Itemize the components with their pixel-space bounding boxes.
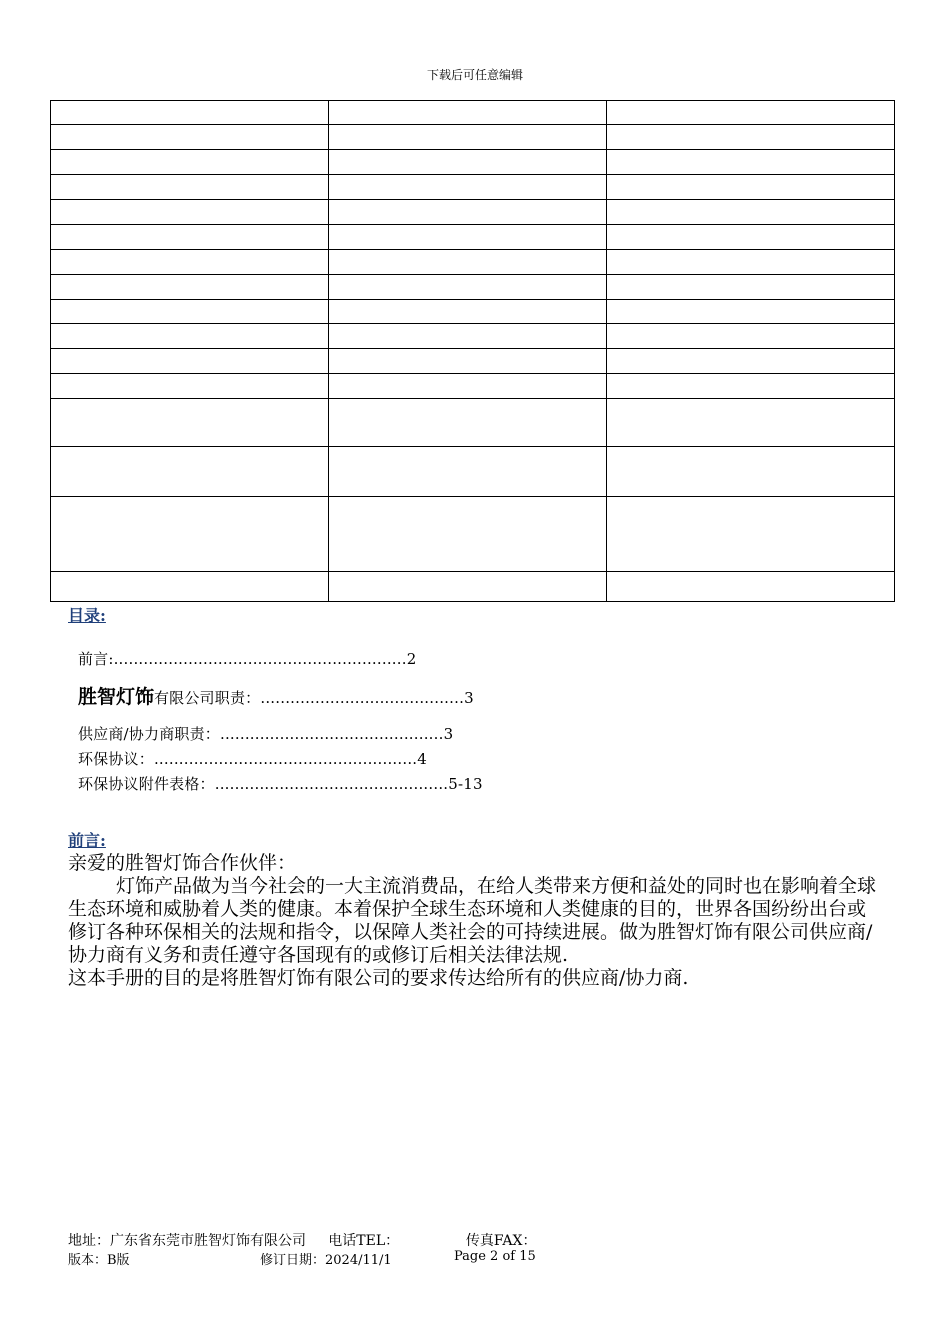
revision-table-row (51, 324, 895, 349)
revision-table-cell (329, 349, 607, 374)
revision-table-cell (51, 447, 329, 497)
revision-table-row (51, 225, 895, 250)
revision-table (50, 100, 895, 602)
revision-table-cell (607, 374, 895, 399)
toc-item-dots: ..................................................... (153, 750, 418, 768)
revision-table-row (51, 150, 895, 175)
footer-revision-date: 修订日期：2024/11/1 (260, 1253, 392, 1268)
toc-item-dots: ......................................... (260, 689, 465, 707)
revision-table-cell (329, 447, 607, 497)
revision-table-row (51, 572, 895, 602)
revision-table-cell (607, 275, 895, 300)
toc-item-label: 前言: (77, 650, 114, 668)
revision-table-cell (607, 300, 895, 324)
revision-table-row (51, 497, 895, 572)
revision-table-cell (51, 399, 329, 447)
revision-table-row (51, 447, 895, 497)
toc-item-label-company: 胜智灯饰 (77, 686, 154, 708)
revision-table-cell (329, 275, 607, 300)
revision-table-row (51, 125, 895, 150)
revision-table-cell (329, 225, 607, 250)
revision-table-row (51, 275, 895, 300)
revision-table-cell (607, 225, 895, 250)
toc-item-dots: ............................................. (220, 725, 444, 743)
revision-table-cell (607, 447, 895, 497)
preface-heading: 前言: (68, 831, 106, 850)
revision-table-row (51, 200, 895, 225)
preface-salutation: 亲爱的胜智灯饰合作伙伴： (68, 852, 297, 874)
preface-paragraph: 灯饰产品做为当今社会的一大主流消费品，在给人类带来方便和益处的同时也在影响着全球生态环境和威胁着人类的健康。本着保护全球生态环境和人类健康的目的，世界各国纷纷出台或修订各种环保相关的法规和指令，以保障人类社会的可持续进展。做为胜智灯饰有限公司供应商/协力商有义务和责任遵守各国现有的或修订后相关法律法规. (68, 875, 877, 966)
revision-table-cell (329, 497, 607, 572)
revision-table-cell (329, 250, 607, 275)
revision-table-cell (607, 572, 895, 602)
revision-table-row (51, 300, 895, 324)
revision-table-cell (51, 101, 329, 125)
revision-table-cell (607, 101, 895, 125)
revision-table-cell (607, 399, 895, 447)
revision-table-cell (51, 225, 329, 250)
revision-table-cell (329, 399, 607, 447)
revision-table-cell (51, 572, 329, 602)
footer-address: 地址：广东省东莞市胜智灯饰有限公司 (68, 1233, 306, 1249)
revision-table-cell (607, 125, 895, 150)
toc-item-page: 5-13 (448, 775, 483, 793)
revision-table-cell (51, 300, 329, 324)
revision-table-cell (51, 250, 329, 275)
revision-table-cell (607, 349, 895, 374)
footer-tel: 电话TEL： (328, 1233, 400, 1249)
revision-table-cell (607, 200, 895, 225)
revision-table-cell (329, 150, 607, 175)
revision-table-cell (607, 150, 895, 175)
revision-table-cell (51, 125, 329, 150)
revision-table-cell (329, 324, 607, 349)
revision-table-cell (329, 125, 607, 150)
footer-page-number: Page 2 of 15 (454, 1249, 536, 1264)
revision-table-cell (51, 324, 329, 349)
toc-item-env-appendix[interactable] (68, 755, 768, 794)
toc-item-company-duties[interactable] (68, 664, 768, 709)
revision-table-cell (51, 200, 329, 225)
revision-table-cell (51, 349, 329, 374)
toc-heading: 目录: (68, 606, 106, 625)
footer-contact (68, 1230, 536, 1250)
toc-item-page: 4 (417, 750, 428, 768)
revision-table-row (51, 399, 895, 447)
revision-table-cell (607, 497, 895, 572)
revision-table-cell (329, 572, 607, 602)
revision-table-row (51, 101, 895, 125)
header-note: 下载后可任意编辑 (426, 68, 523, 82)
preface-closing: 这本手册的目的是将胜智灯饰有限公司的要求传达给所有的供应商/协力商. (68, 967, 689, 989)
revision-table-row (51, 374, 895, 399)
revision-table-cell (607, 324, 895, 349)
revision-table-cell (51, 374, 329, 399)
revision-table-row (51, 175, 895, 200)
toc-item-label: 环保协议附件表格： (77, 775, 215, 793)
revision-table-cell (329, 374, 607, 399)
revision-table-cell (329, 200, 607, 225)
toc-item-label: 有限公司职责： (153, 689, 261, 707)
revision-table-cell (51, 150, 329, 175)
toc-item-dots: ............................................... (214, 775, 449, 793)
toc-item-dots: ........................................................... (113, 650, 407, 668)
revision-table-cell (329, 175, 607, 200)
revision-table-cell (607, 175, 895, 200)
revision-table-cell (329, 300, 607, 324)
revision-table-row (51, 250, 895, 275)
revision-table-cell (329, 101, 607, 125)
toc-item-label: 供应商/协力商职责： (77, 725, 220, 743)
preface-body (68, 852, 884, 990)
footer-fax: 传真FAX： (465, 1233, 537, 1249)
revision-table-cell (51, 497, 329, 572)
toc-item-page: 2 (406, 650, 417, 668)
revision-table-row (51, 349, 895, 374)
revision-table-cell (51, 175, 329, 200)
footer-version: 版本：B版 (68, 1253, 130, 1268)
revision-table-cell (607, 250, 895, 275)
revision-table-cell (51, 275, 329, 300)
toc-item-label: 环保协议： (77, 750, 154, 768)
toc-item-page: 3 (443, 725, 454, 743)
toc-item-page: 3 (464, 689, 474, 707)
